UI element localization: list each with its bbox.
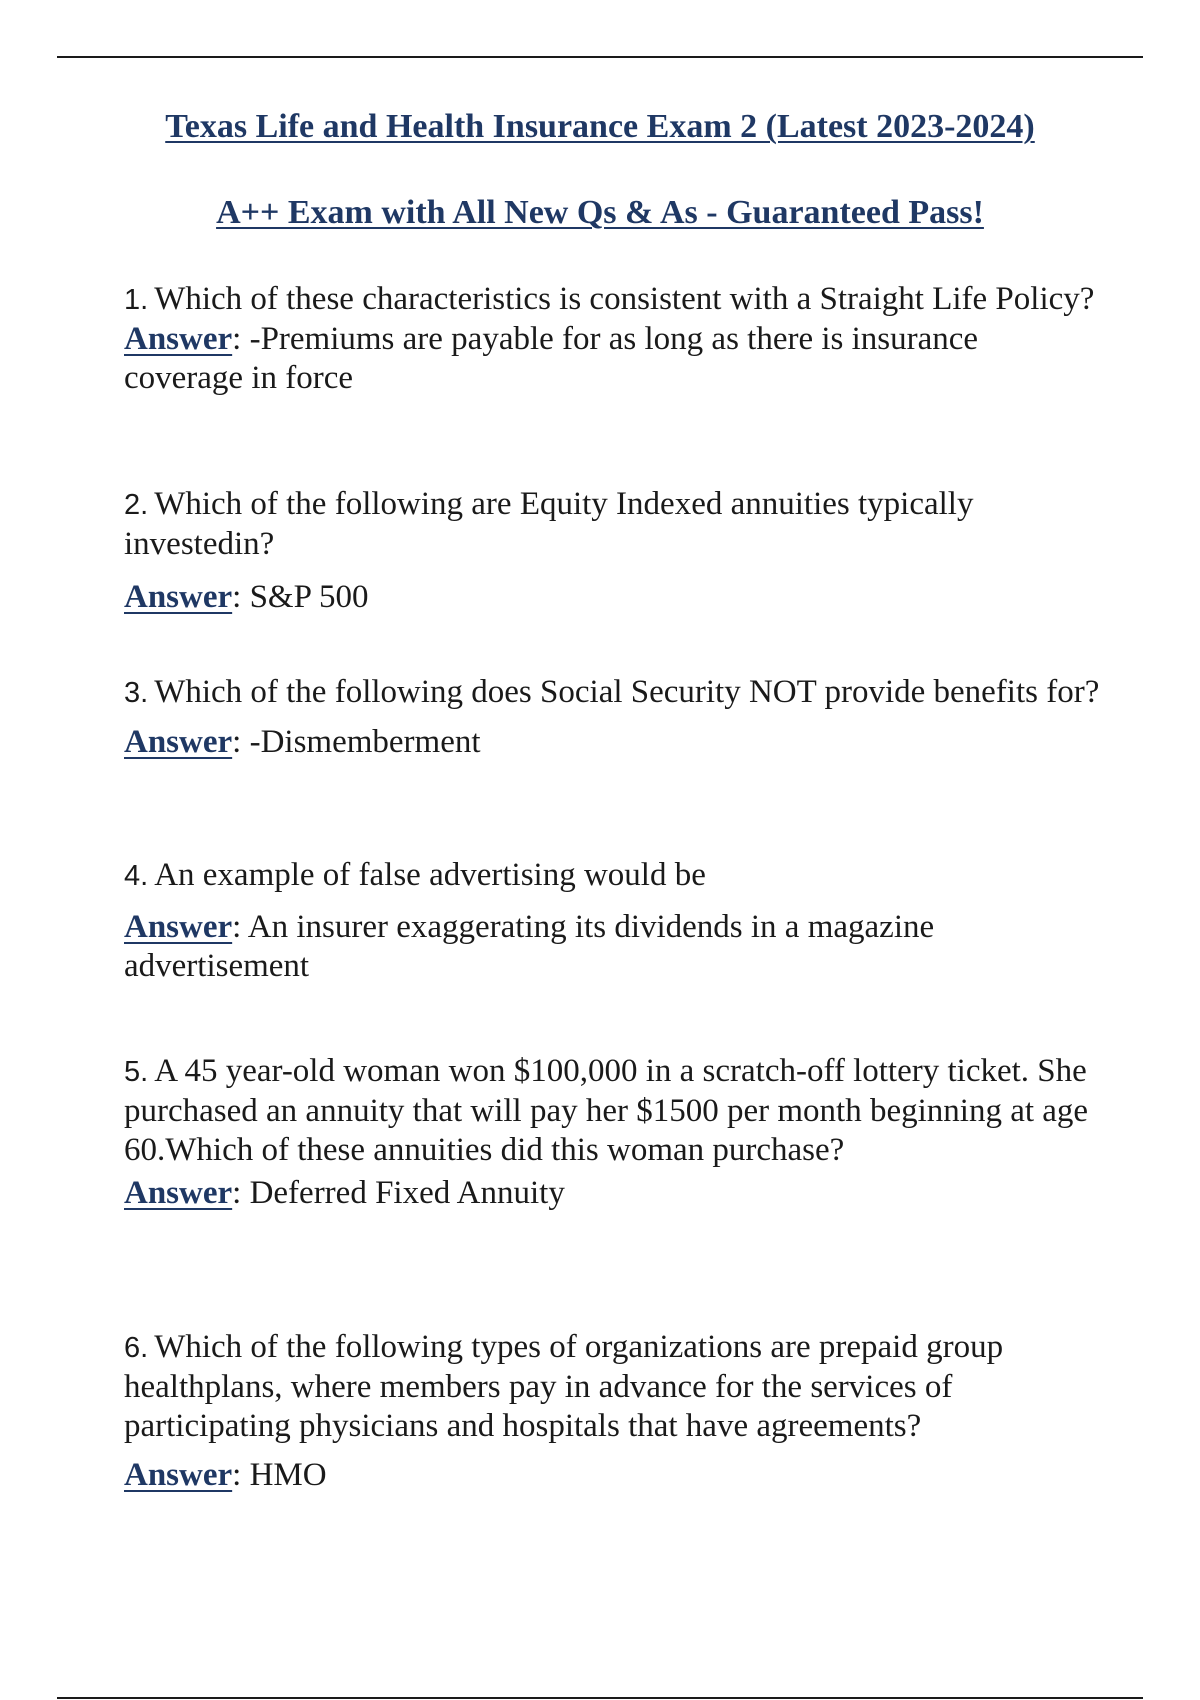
qa-item-4 xyxy=(124,856,1100,986)
answer-label: Answer xyxy=(124,1175,233,1211)
answer-text: Answer: HMO xyxy=(124,1457,327,1493)
document-subtitle: A++ Exam with All New Qs & As - Guaranteed Pass! xyxy=(216,194,984,231)
question-number: 3. xyxy=(124,677,149,709)
answer-text: Answer: -Premiums are payable for as long as there is insurance coverage in force xyxy=(124,321,979,396)
document-title: Texas Life and Health Insurance Exam 2 (Latest 2023-2024) xyxy=(165,108,1035,145)
qa-item-3 xyxy=(124,673,1100,762)
answer-text: Answer: An insurer exaggerating its dividends in a magazine advertisement xyxy=(124,909,935,984)
question-number: 5. xyxy=(124,1056,149,1088)
question-text: 5. A 45 year-old woman won $100,000 in a scratch-off lottery ticket. She purchased an annuity that will pay her $1500 per month beginning at age 60.Which of these annuities did this woman purchase? xyxy=(124,1053,1089,1168)
bottom-rule xyxy=(57,1697,1143,1699)
question-number: 4. xyxy=(124,860,149,892)
qa-item-6 xyxy=(124,1328,1100,1495)
question-text: 6. Which of the following types of organizations are prepaid group healthplans, where members pay in advance for the services of participating physicians and hospitals that have agreements? xyxy=(124,1329,1004,1444)
question-text: 2. Which of the following are Equity Indexed annuities typically investedin? xyxy=(124,486,974,562)
answer-label: Answer xyxy=(124,579,233,615)
top-rule xyxy=(57,56,1143,58)
qa-item-1 xyxy=(124,280,1100,398)
answer-label: Answer xyxy=(124,321,233,357)
question-number: 2. xyxy=(124,489,149,521)
question-number: 1. xyxy=(124,284,149,316)
answer-text: Answer: Deferred Fixed Annuity xyxy=(124,1175,565,1211)
question-text: 1. Which of these characteristics is consistent with a Straight Life Policy? xyxy=(124,281,1095,317)
answer-text: Answer: S&P 500 xyxy=(124,579,369,615)
qa-item-5 xyxy=(124,1052,1100,1213)
answer-text: Answer: -Dismemberment xyxy=(124,724,481,760)
qa-item-2 xyxy=(124,485,1100,617)
answer-label: Answer xyxy=(124,1457,233,1493)
question-text: 3. Which of the following does Social Security NOT provide benefits for? xyxy=(124,674,1100,710)
answer-label: Answer xyxy=(124,724,233,760)
answer-label: Answer xyxy=(124,909,233,945)
question-text: 4. An example of false advertising would be xyxy=(124,857,706,893)
question-number: 6. xyxy=(124,1332,149,1364)
